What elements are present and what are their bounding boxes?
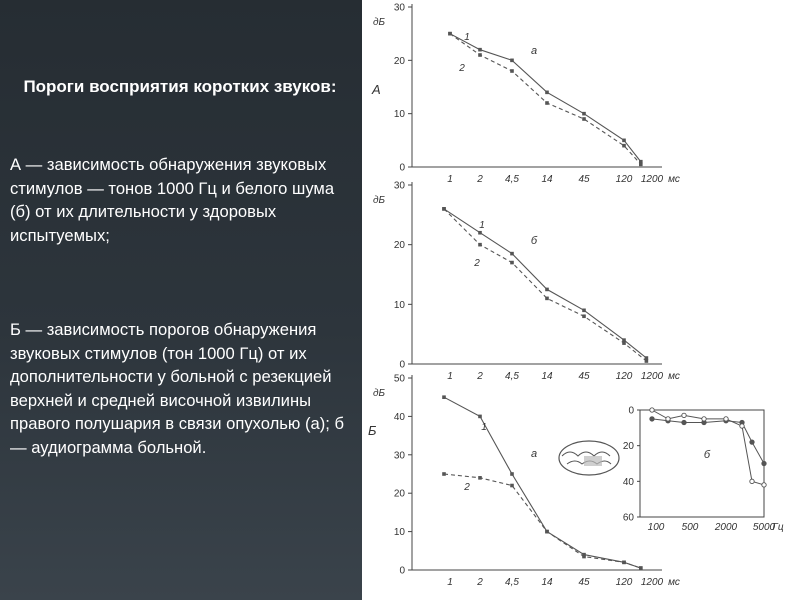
audiogram-series-2-point bbox=[724, 417, 728, 421]
panel-3-y-tick-label: 0 bbox=[399, 565, 405, 577]
panel-2-x-tick-label: 45 bbox=[578, 371, 590, 382]
panel-1-series-2-point bbox=[622, 144, 626, 148]
panel-1-y-tick-label: 30 bbox=[393, 2, 405, 14]
panel-2-x-tick-label: 1 bbox=[447, 371, 453, 382]
audiogram-series-2-point bbox=[650, 408, 654, 412]
panel-3-series-2-label: 2 bbox=[464, 482, 470, 493]
panel-1-series-2-label: 2 bbox=[459, 63, 465, 74]
audiogram-frame bbox=[640, 410, 764, 517]
panel-3-series-2-point bbox=[442, 472, 446, 476]
description-panel bbox=[0, 0, 362, 600]
audiogram-sub-label: б bbox=[703, 449, 711, 461]
panel-1-series-1-point bbox=[545, 91, 549, 95]
panel-2-series-1-line bbox=[444, 209, 646, 358]
panel-2-y-label: дБ bbox=[372, 195, 386, 206]
slide-title: Пороги восприятия коротких звуков: bbox=[23, 77, 337, 96]
panel-1-x-tick-label: 14 bbox=[541, 174, 553, 185]
panel-2-series-2-point bbox=[510, 261, 514, 265]
panel-2-series-2-point bbox=[622, 341, 626, 345]
panel-1-y-label: дБ bbox=[372, 17, 386, 28]
panel-1-x-tick-label: 45 bbox=[578, 174, 590, 185]
panel-1-series-2-point bbox=[448, 32, 452, 36]
panel-3-y-tick-label: 20 bbox=[393, 488, 405, 500]
audiogram-series-2-point bbox=[740, 424, 744, 428]
panel-1-series-1-point bbox=[582, 112, 586, 116]
panel-2-series-2-point bbox=[582, 314, 586, 318]
panel-2-series-2-point bbox=[478, 243, 482, 247]
panel-2-x-tick-label: 2 bbox=[477, 371, 483, 382]
panel-3-series-1-point bbox=[510, 472, 514, 476]
panel-3-series-2-line bbox=[444, 474, 641, 568]
figure-panel bbox=[362, 0, 800, 600]
panel-2-x-unit: мс bbox=[668, 371, 680, 382]
panel-2-series-2-point bbox=[645, 359, 649, 363]
panel-3-y-tick-label: 30 bbox=[393, 450, 405, 462]
panel-3-x-tick-label: 45 bbox=[578, 577, 590, 588]
audiogram-y-tick-label: 40 bbox=[622, 476, 634, 488]
panel-2-series-1-point bbox=[582, 309, 586, 313]
panel-2-y-tick-label: 10 bbox=[393, 299, 405, 311]
description-b: Б — зависимость порогов обнаружения звуковых стимулов (тон 1000 Гц) от их дополнительности у больной с резекцией верхней и средней височной извилины правого полушария в связи опухолью (а); б — аудиограмма больной. bbox=[10, 320, 344, 457]
audiogram-series-2-point bbox=[702, 417, 706, 421]
panel-2-series-1-point bbox=[510, 252, 514, 256]
panel-1-series-2-point bbox=[582, 117, 586, 121]
audiogram-x-tick-label: 2000 bbox=[714, 522, 738, 533]
panel-2-y-tick-label: 0 bbox=[399, 359, 405, 371]
panel-2-sub-label: б bbox=[530, 235, 538, 247]
audiogram-x-tick-label: 500 bbox=[681, 522, 699, 533]
figure-svg bbox=[362, 0, 800, 600]
panel-3-x-tick-label: 14 bbox=[541, 577, 553, 588]
audiogram-series-2-point bbox=[750, 479, 754, 483]
panel-1-x-tick-label: 1 bbox=[447, 174, 453, 185]
panel-2-series-2-line bbox=[444, 209, 646, 361]
panel-3-y-tick-label: 10 bbox=[393, 527, 405, 539]
audiogram-y-tick-label: 0 bbox=[628, 405, 634, 417]
audiogram-x-tick-label: 5000 bbox=[752, 522, 776, 533]
panel-3-x-tick-label: 2 bbox=[477, 577, 483, 588]
panel-1-series-1-line bbox=[450, 34, 641, 162]
panel-1-x-tick-label: 120 bbox=[615, 174, 633, 185]
panel-2-series-1-label: 1 bbox=[479, 220, 485, 231]
brain-sketch-resection-icon bbox=[584, 456, 602, 466]
panel-1-x-tick-label: 1200 bbox=[640, 174, 664, 185]
panel-3-x-tick-label: 120 bbox=[615, 577, 633, 588]
audiogram-series-2-point bbox=[666, 417, 670, 421]
panel-2-x-tick-label: 120 bbox=[615, 371, 633, 382]
panel-3-panel-letter: Б bbox=[368, 423, 377, 438]
panel-3-y-tick-label: 50 bbox=[393, 373, 405, 385]
panel-1-x-tick-label: 2 bbox=[477, 174, 483, 185]
audiogram-x-tick-label: 100 bbox=[647, 522, 665, 533]
panel-2-x-tick-label: 4,5 bbox=[505, 371, 519, 382]
panel-2-series-2-label: 2 bbox=[474, 258, 480, 269]
panel-3-series-2-point bbox=[478, 476, 482, 480]
panel-1-y-tick-label: 20 bbox=[393, 55, 405, 67]
audiogram-series-2-point bbox=[682, 413, 686, 417]
panel-1-x-tick-label: 4,5 bbox=[505, 174, 519, 185]
audiogram-series-1-point bbox=[682, 420, 686, 424]
panel-1-series-1-point bbox=[622, 139, 626, 143]
panel-2-x-tick-label: 1200 bbox=[640, 371, 664, 382]
panel-3-series-2-point bbox=[639, 566, 643, 570]
panel-1-series-2-point bbox=[639, 163, 643, 167]
panel-3-sub-label: а bbox=[530, 448, 538, 460]
panel-1-series-1-point bbox=[510, 59, 514, 63]
panel-1-y-tick-label: 10 bbox=[393, 109, 405, 121]
panel-1-x-unit: мс bbox=[668, 174, 680, 185]
panel-3-series-1-point bbox=[478, 415, 482, 419]
audiogram-y-tick-label: 60 bbox=[622, 512, 634, 524]
panel-2-series-1-point bbox=[478, 231, 482, 235]
panel-1-panel-letter: А bbox=[372, 82, 381, 97]
panel-3-x-unit: мс bbox=[668, 577, 680, 588]
description-a: А — зависимость обнаружения звуковых стимулов — тонов 1000 Гц и белого шума (б) от их длительности у здоровых испытуемых; bbox=[10, 155, 335, 245]
panel-3-x-tick-label: 4,5 bbox=[505, 577, 519, 588]
panel-3-y-tick-label: 40 bbox=[393, 411, 405, 423]
panel-2-series-2-point bbox=[442, 207, 446, 211]
panel-1-series-1-point bbox=[478, 48, 482, 52]
panel-3-series-2-point bbox=[622, 561, 626, 565]
panel-3-series-1-point bbox=[442, 395, 446, 399]
panel-3-x-tick-label: 1 bbox=[447, 577, 453, 588]
panel-1-series-2-point bbox=[478, 53, 482, 57]
panel-3-series-2-point bbox=[545, 530, 549, 534]
audiogram-y-tick-label: 20 bbox=[622, 441, 634, 453]
audiogram-series-1-point bbox=[650, 417, 654, 421]
panel-3-series-2-point bbox=[582, 555, 586, 559]
panel-2-series-1-point bbox=[545, 288, 549, 292]
panel-2-series-2-point bbox=[545, 297, 549, 301]
panel-3-x-tick-label: 1200 bbox=[640, 577, 664, 588]
panel-1-series-1-label: 1 bbox=[464, 32, 470, 43]
panel-1-series-2-point bbox=[510, 69, 514, 73]
panel-1-sub-label: а bbox=[530, 45, 538, 57]
panel-3-series-1-label: 1 bbox=[481, 422, 487, 433]
audiogram-series-2-point bbox=[762, 483, 766, 487]
audiogram-series-1-point bbox=[750, 440, 754, 444]
panel-3-series-1-line bbox=[444, 397, 641, 568]
panel-3-y-label: дБ bbox=[372, 388, 386, 399]
audiogram-series-1-point bbox=[762, 461, 766, 465]
panel-2-y-tick-label: 20 bbox=[393, 240, 405, 252]
panel-3-series-2-point bbox=[510, 484, 514, 488]
panel-2-x-tick-label: 14 bbox=[541, 371, 553, 382]
panel-1-series-2-point bbox=[545, 101, 549, 105]
panel-1-y-tick-label: 0 bbox=[399, 162, 405, 174]
audiogram-x-unit: Гц bbox=[772, 522, 784, 533]
panel-2-y-tick-label: 30 bbox=[393, 180, 405, 192]
